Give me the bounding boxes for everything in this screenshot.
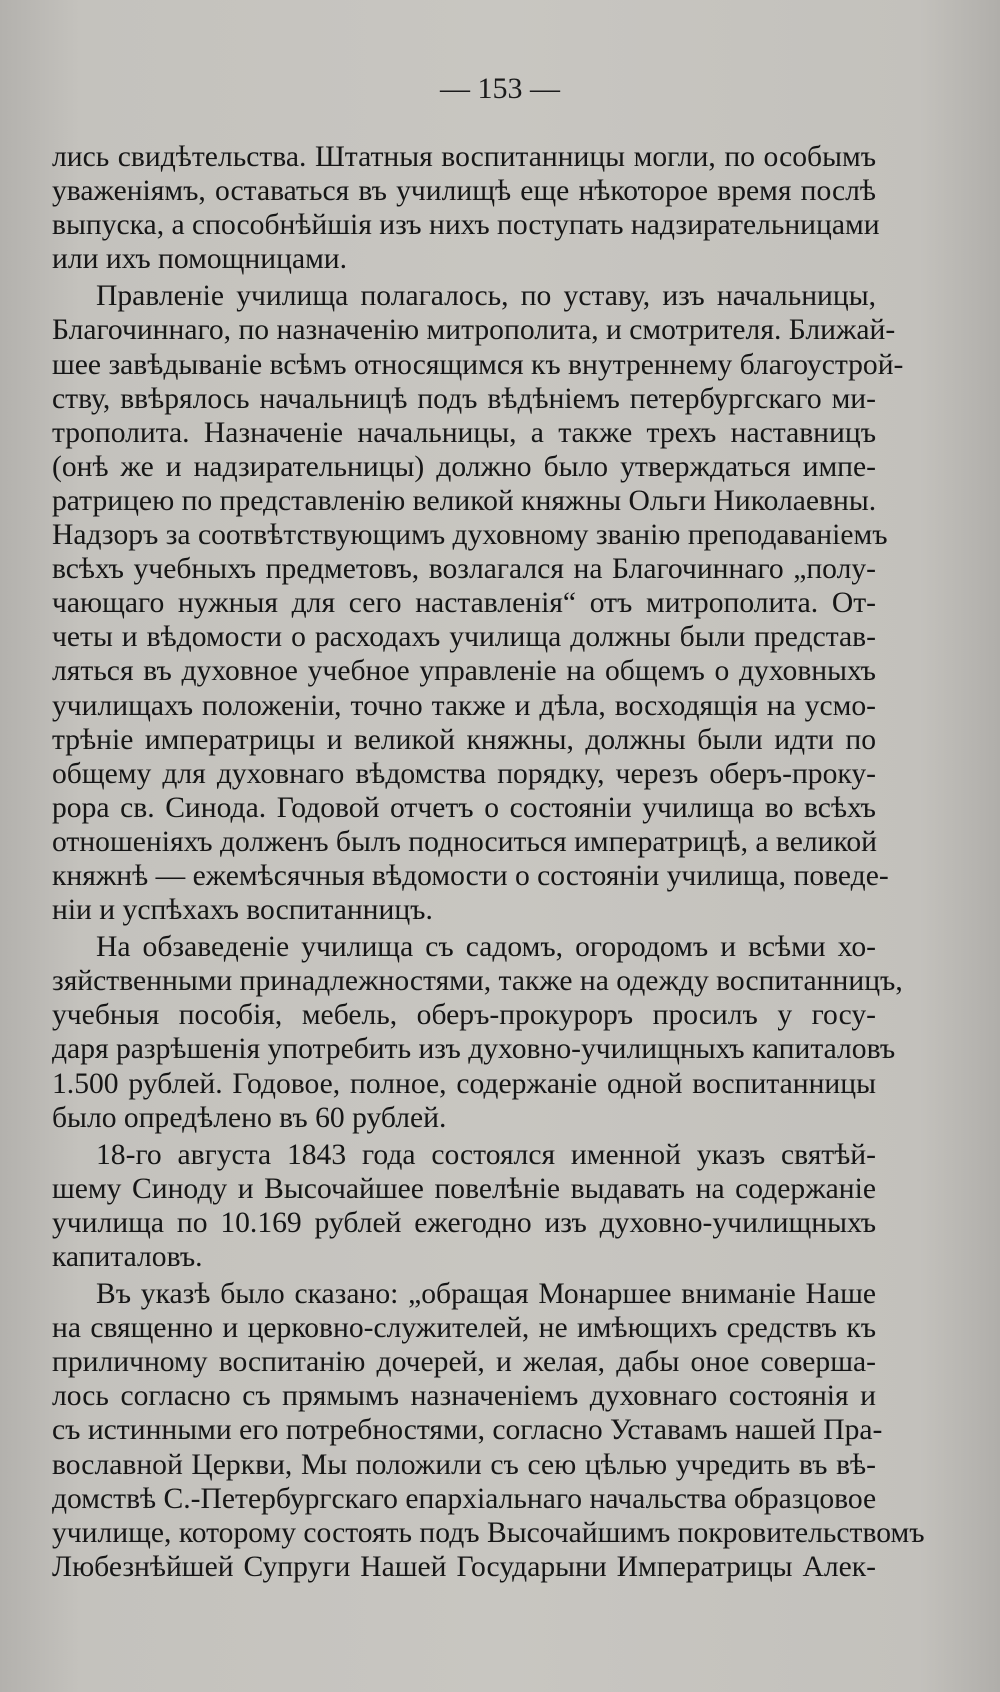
text-line: выпуска, а способнѣйшія изъ нихъ поступать надзирательницами (52, 209, 880, 242)
text-line: (онѣ же и надзирательницы) должно было утверждаться импе- (52, 450, 876, 483)
text-line: вославной Церкви, Мы положили съ сею цѣлью учредить въ вѣ- (52, 1448, 876, 1481)
text-line: всѣхъ учебныхъ предметовъ, возлагался на Благочиннаго „полу- (52, 553, 876, 586)
text-line: Въ указѣ было сказано: „обращая Монаршее вниманіе Наше (96, 1278, 876, 1311)
page-number: — 153 — (440, 72, 560, 105)
text-line: 1.500 рублей. Годовое, полное, содержаніе одной воспитанницы (52, 1067, 876, 1100)
text-line: зяйственными принадлежностями, также на одежду воспитанницъ, (52, 965, 903, 998)
text-line: шее завѣдываніе всѣмъ относящимся къ внутреннему благоустрой- (52, 348, 904, 381)
text-line: ству, ввѣрялось начальницѣ подъ вѣдѣніемъ петербургскаго ми- (52, 382, 876, 415)
paragraph-5 (52, 1277, 925, 1584)
text-line: На обзаведеніе училища съ садомъ, огородомъ и всѣми хо- (96, 931, 876, 964)
text-line: трѣніе императрицы и великой княжны, должны были идти по (52, 723, 876, 756)
text-line: рора св. Синода. Годовой отчетъ о состояніи училища во всѣхъ (52, 791, 876, 824)
text-line: ніи и успѣхахъ воспитанницъ. (52, 894, 433, 927)
text-line: или ихъ помощницами. (52, 243, 348, 276)
text-line: уваженіямъ, оставаться въ училищѣ еще нѣкоторое время послѣ (52, 175, 876, 208)
text-line: Любезнѣйшей Супруги Нашей Государыни Императрицы Алек- (52, 1550, 876, 1583)
text-line: Благочиннаго, по назначенію митрополита, и смотрителя. Ближай- (52, 314, 896, 347)
text-line: шему Синоду и Высочайшее повелѣніе выдавать на содержаніе (52, 1172, 876, 1205)
paragraph-4 (52, 1138, 876, 1274)
paragraph-3 (52, 930, 903, 1135)
text-line: Надзоръ за соотвѣтствующимъ духовному званію преподаваніемъ (52, 519, 888, 552)
text-line: училищахъ положеніи, точно также и дѣла, восходящія на усмо- (52, 689, 876, 722)
text-line: даря разрѣшенія употребить изъ духовно-училищныхъ капиталовъ (52, 1033, 896, 1066)
text-line: ратрицею по представленію великой княжны Ольги Николаевны. (52, 484, 877, 517)
text-line: трополита. Назначеніе начальницы, а также трехъ наставницъ (52, 416, 876, 449)
text-line: съ истинными его потребностями, согласно Уставамъ нашей Пра- (52, 1414, 883, 1447)
text-line: 18-го августа 1843 года состоялся именной указъ святѣй- (96, 1138, 876, 1171)
text-line: общему для духовнаго вѣдомства порядку, черезъ оберъ-проку- (52, 757, 876, 790)
text-line: было опредѣлено въ 60 рублей. (52, 1101, 447, 1134)
text-line: четы и вѣдомости о расходахъ училища должны были представ- (52, 621, 876, 654)
page-body-text (52, 140, 925, 1587)
text-line: ляться въ духовное учебное управленіе на общемъ о духовныхъ (52, 655, 876, 688)
paragraph-2 (52, 279, 904, 927)
text-line: училища по 10.169 рублей ежегодно изъ духовно-училищныхъ (52, 1206, 876, 1239)
paragraph-1 (52, 140, 880, 276)
text-line: лось согласно съ прямымъ назначеніемъ духовнаго состоянія и (52, 1380, 876, 1413)
text-line: училище, которому состоять подъ Высочайшимъ покровительствомъ (52, 1516, 925, 1549)
text-line: княжнѣ — ежемѣсячныя вѣдомости о состояніи училища, поведе- (52, 859, 889, 892)
text-line: приличному воспитанію дочерей, и желая, дабы оное соверша- (52, 1346, 876, 1379)
text-line: Правленіе училища полагалось, по уставу, изъ начальницы, (96, 280, 876, 313)
text-line: отношеніяхъ долженъ былъ подноситься императрицѣ, а великой (52, 825, 877, 858)
text-line: капиталовъ. (52, 1241, 203, 1273)
text-line: лись свидѣтельства. Штатныя воспитанницы могли, по особымъ (52, 141, 876, 173)
text-line: домствѣ С.-Петербургскаго епархіальнаго начальства образцовое (52, 1482, 877, 1515)
text-line: на священно и церковно-служителей, не имѣющихъ средствъ къ (52, 1312, 876, 1345)
text-line: учебныя пособія, мебель, оберъ-прокуроръ просилъ у госу- (52, 999, 876, 1032)
text-line: чающаго нужныя для сего наставленія“ отъ митрополита. От- (52, 587, 876, 620)
